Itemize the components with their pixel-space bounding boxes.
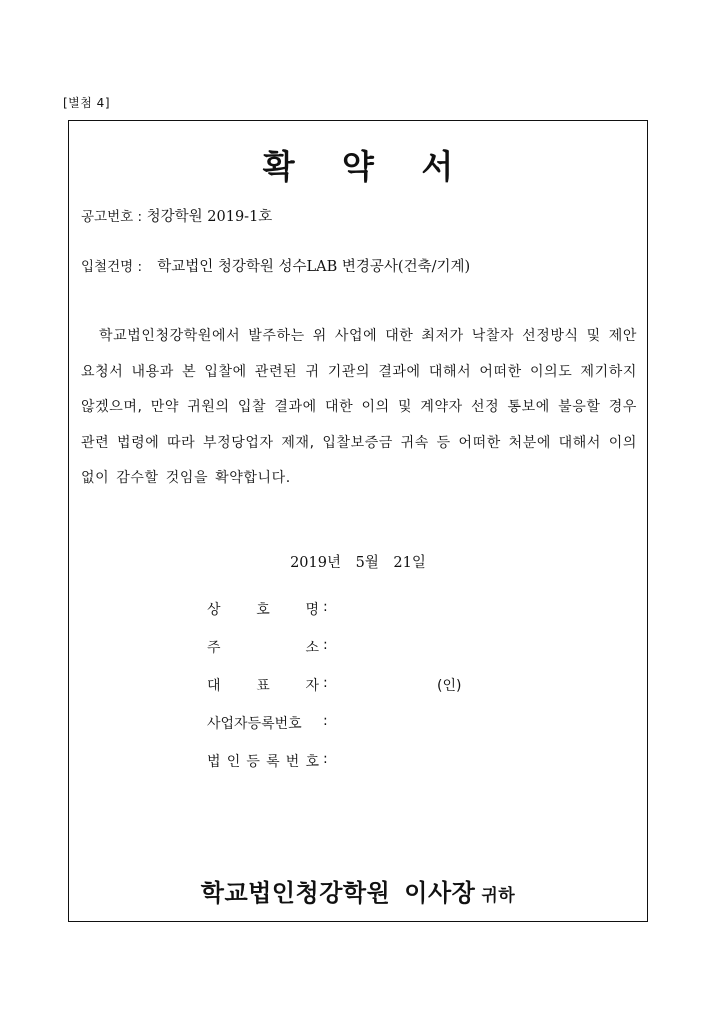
company-name-field: 상 호 명 : [207,599,328,618]
representative-field: 대 표 자 : [207,675,328,694]
business-registration-label: 사업자등록번호 [207,716,302,732]
attachment-label: [별첨 4] [63,96,110,110]
notice-number-value: 청강학원 2019-1호 [146,209,273,225]
document-title: 확 약 서 [262,147,472,186]
addressee-suffix: 귀하 [481,886,516,906]
seal-mark: (인) [437,678,462,694]
bid-item-label: 입철건명 : [81,259,143,275]
addressee-role: 이사장 [404,878,476,907]
addressee-line [69,873,647,908]
document-frame [68,120,648,922]
notice-number-label: 공고번호 : [81,209,143,225]
notice-number-line [81,205,272,226]
bid-item-value: 학교법인 청강학원 성수LAB 변경공사(건축/기계) [157,259,471,275]
addressee-organization: 학교법인청강학원 [200,878,391,907]
representative-label: 대 표 자 [207,678,319,694]
company-name-label: 상 호 명 [207,602,319,618]
address-field: 주 소 : [207,637,328,656]
bid-item-line [81,255,470,276]
address-label: 주 소 [207,640,319,656]
business-registration-field: 사업자등록번호 : [207,713,328,732]
document-date: 2019년 5월 21일 [290,555,426,571]
corporate-registration-field: 법 인 등 록 번 호 : [207,751,328,770]
corporate-registration-label: 법 인 등 록 번 호 [207,754,319,770]
commitment-paragraph: 학교법인청강학원에서 발주하는 위 사업에 대한 최저가 낙찰자 선정방식 및 제안 요청서 내용과 본 입찰에 관련된 귀 기관의 결과에 대해서 어떠한 이의도 제기하지 않겠으며, 만약 귀원의 입찰 결과에 대한 이의 및 계약자 선정 통보에 불응할 경우 관련 법령에 따라 부정당업자 제재, 입찰보증금 귀속 등 어떠한 처분에 대해서 이의 없이 감수할 것임을 확약합니다. [81,328,637,486]
